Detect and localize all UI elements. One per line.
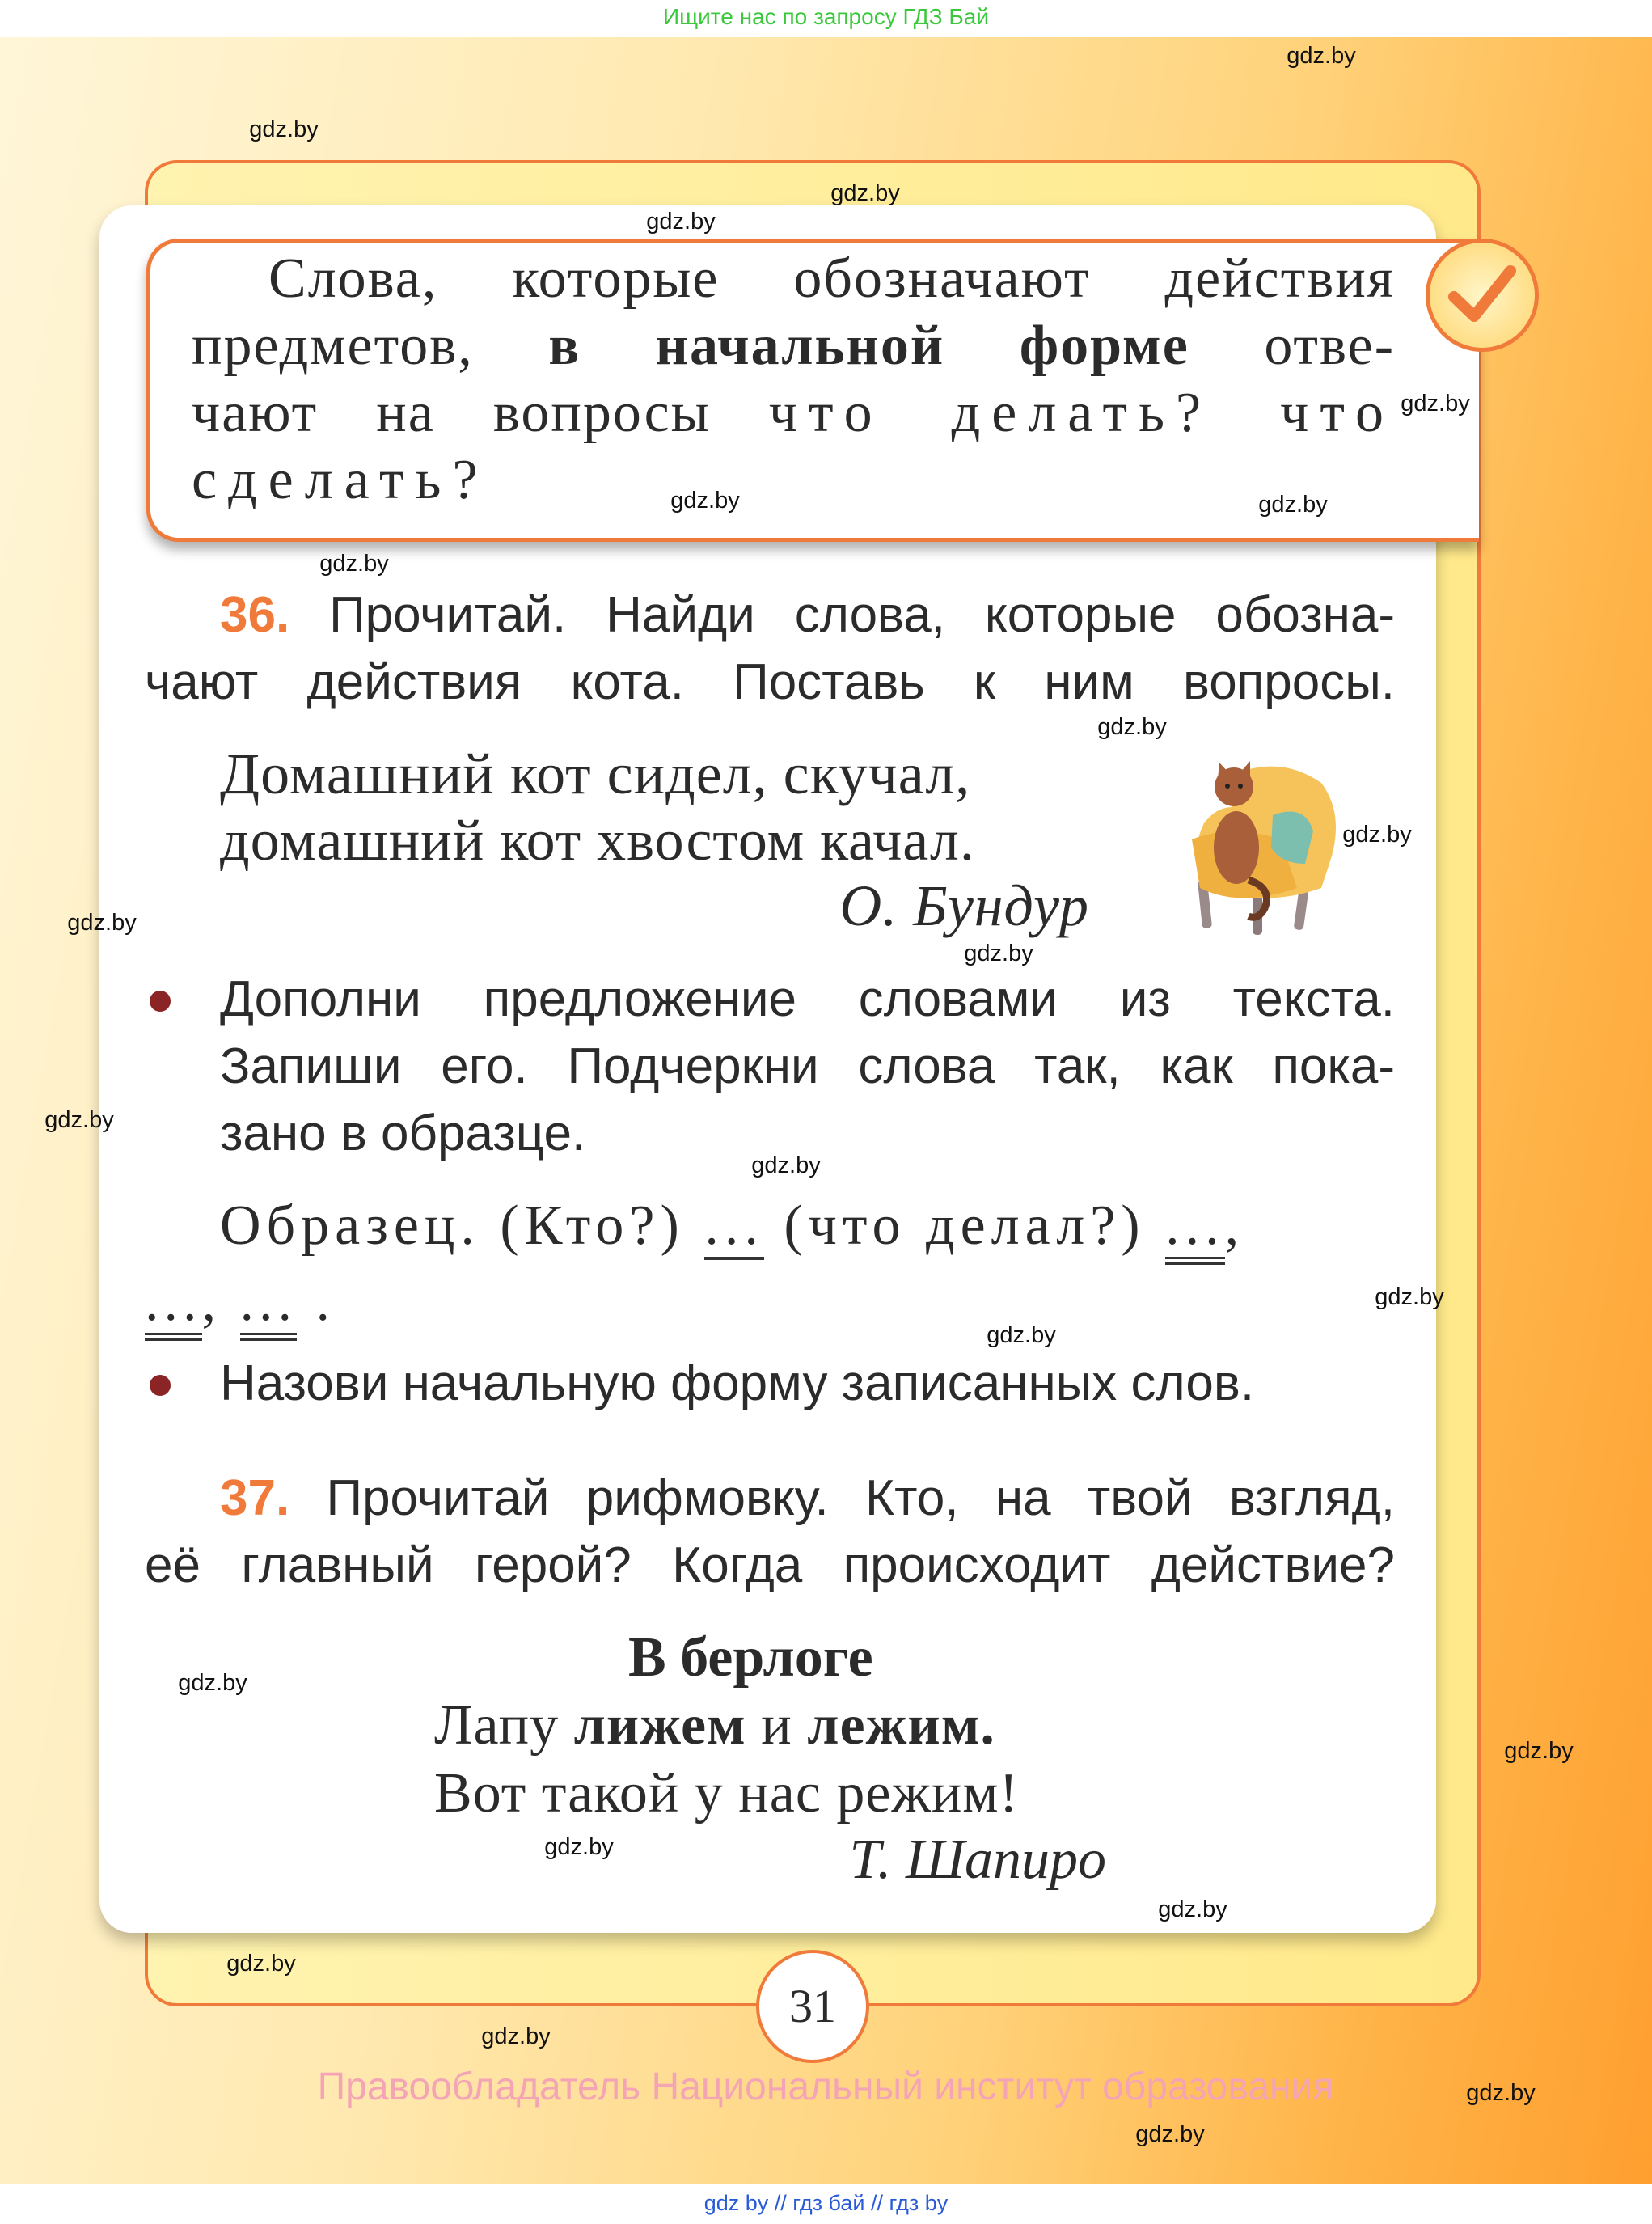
comma: , [201,1271,221,1333]
bullet-icon [150,1375,171,1396]
watermark: gdz.by [1375,1284,1444,1311]
task-line: зано в образце. [220,1106,586,1161]
task-line: Запиши его. Подчеркни слова так, как пока- [220,1038,1395,1094]
watermark: gdz.by [1158,1896,1227,1923]
watermark: gdz.by [319,551,389,577]
watermark: gdz.by [1504,1738,1574,1765]
sample-blank-predicate: ... [1165,1194,1225,1265]
poem-word: Лапу [434,1694,560,1757]
watermark: gdz.by [1401,391,1470,417]
sample-label: Образец. [220,1194,480,1257]
poem-author: О. Бундур [839,873,1089,938]
rule-text: отве- [1264,315,1396,377]
watermark: gdz.by [1466,2080,1536,2107]
rule-text: чают на вопросы [192,382,711,444]
sample-line-2 [145,1270,335,1335]
rule-spaced-text: что делать? что [768,382,1395,444]
exercise-number: 36. [220,587,290,643]
watermark: gdz.by [964,941,1033,967]
sample-line [220,1194,1244,1259]
exercise-37-line-2: её главный герой? Когда происходит действие? [145,1537,1395,1593]
watermark: gdz.by [1097,714,1167,741]
exercise-36-line-1 [145,586,1395,644]
poem-word-bold: лежим. [807,1694,995,1757]
exercise-text: Прочитай рифмовку. Кто, на твой взгляд, [326,1470,1395,1526]
watermark: gdz.by [1342,822,1412,848]
exercise-37-line-1 [145,1469,1395,1527]
watermark: gdz.by [987,1322,1056,1349]
rule-text: предметов, [192,315,474,377]
watermark: gdz.by [481,2023,551,2050]
sample-blank-predicate: ... [145,1271,202,1341]
checkmark-icon [1426,239,1539,352]
poem-line: домашний кот хвостом качал. [220,808,975,873]
sample-question: (что делал?) [784,1194,1146,1257]
exercise-number: 37. [220,1470,290,1526]
sample-blank-predicate: ... [240,1271,298,1341]
rule-line-1: Слова, которые обозначают действия [268,247,1395,310]
watermark: gdz.by [226,1951,296,1977]
exercise-text: Прочитай. Найди слова, которые обозна- [329,587,1395,643]
watermark: gdz.by [670,488,740,514]
sample-blank-subject: ... [704,1194,764,1260]
poem-line: Вот такой у нас режим! [434,1762,1019,1824]
top-banner[interactable]: Ищите нас по запросу ГДЗ Бай [0,0,1652,37]
watermark: gdz.by [1258,492,1328,518]
watermark: gdz.by [249,116,319,143]
cat-on-chair-illustration [1184,759,1347,939]
rule-bold-text: в начальной форме [548,315,1189,377]
watermark: gdz.by [646,209,716,235]
task-line: Назови начальную форму записанных слов. [220,1355,1255,1411]
watermark: gdz.by [44,1107,114,1134]
sample-question: (Кто?) [500,1194,685,1257]
watermark: gdz.by [1287,43,1356,70]
poem-title: В берлоге [628,1626,873,1689]
poem-line [434,1693,995,1759]
watermark: gdz.by [544,1834,614,1861]
rule-line-2 [192,314,1395,379]
page-number: 31 [756,1950,869,2063]
task-line: Дополни предложение словами из текста. [220,971,1395,1027]
comma: , [1224,1194,1245,1257]
copyright-notice: Правообладатель Национальный институт образования [317,2065,1334,2108]
period: . [315,1271,335,1333]
exercise-36-line-2: чают действия кота. Поставь к ним вопросы. [145,654,1395,710]
poem-word: и [761,1694,792,1757]
poem-author: Т. Шапиро [849,1829,1106,1891]
rule-line-4: сделать? [192,449,489,511]
rule-line-3 [192,381,1395,446]
poem-line: Домашний кот сидел, скучал, [220,742,971,806]
footer-links[interactable]: gdz by // гдз бай // гдз by [0,2184,1652,2224]
watermark: gdz.by [1135,2121,1205,2148]
watermark: gdz.by [67,910,137,937]
watermark: gdz.by [830,180,900,207]
bullet-icon [150,991,171,1012]
watermark: gdz.by [751,1152,821,1179]
watermark: gdz.by [178,1670,247,1697]
poem-word-bold: лижем [573,1694,746,1757]
